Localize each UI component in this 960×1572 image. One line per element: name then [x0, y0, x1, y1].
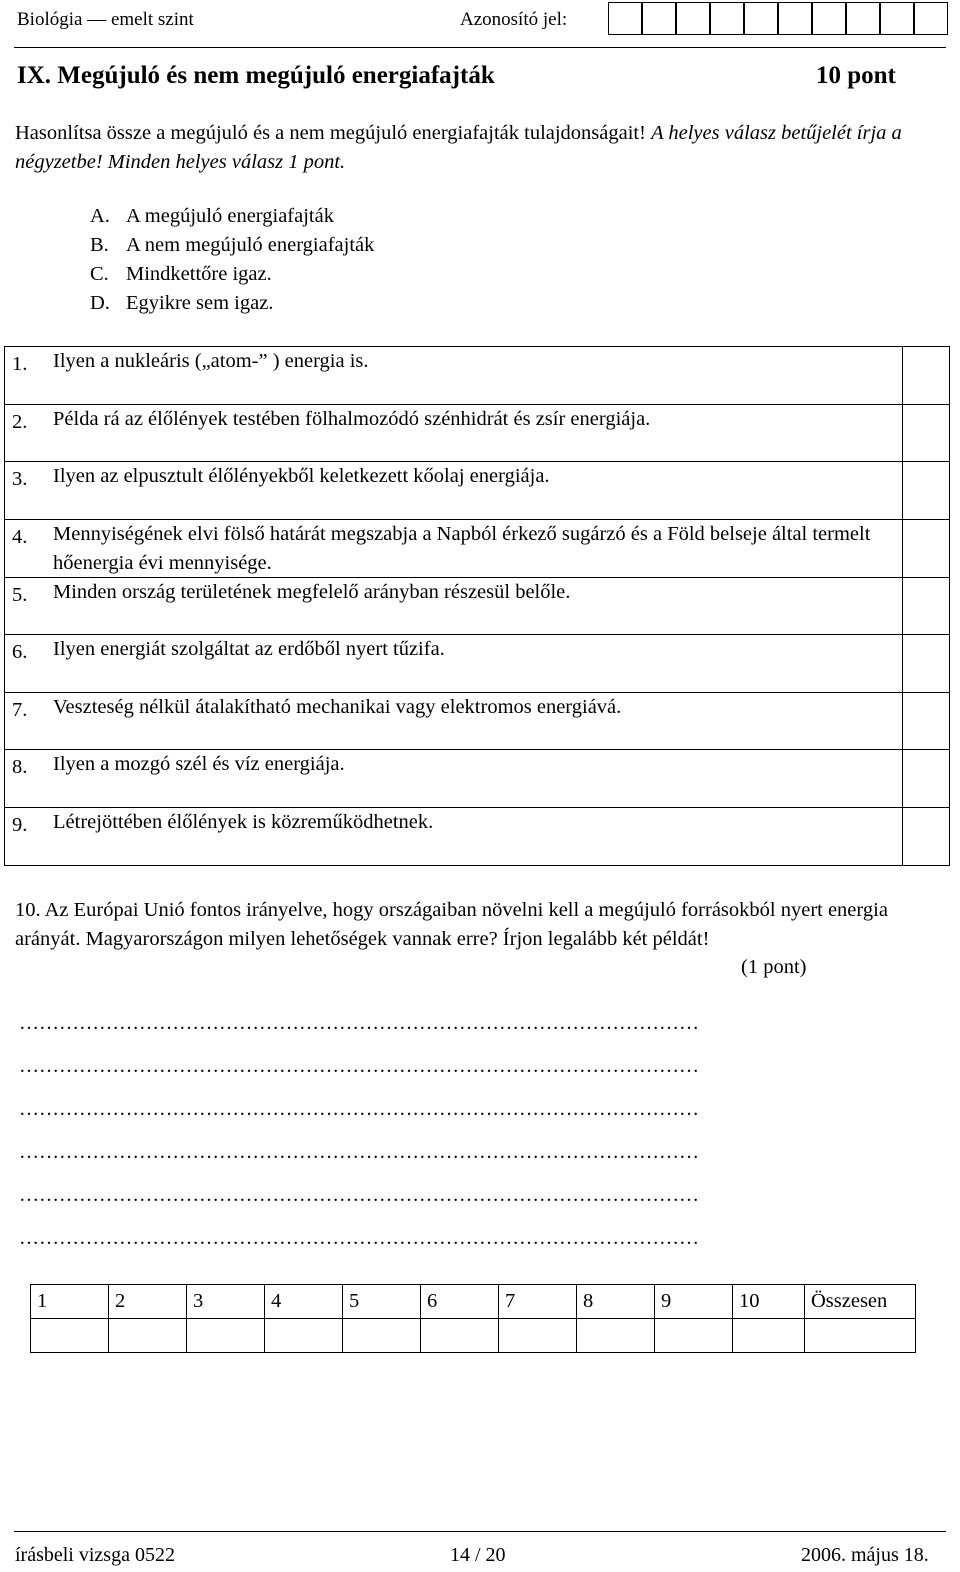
- score-header: 4: [265, 1285, 343, 1319]
- answer-box[interactable]: [903, 693, 950, 750]
- question-cell: [5, 693, 903, 750]
- question-row: [5, 578, 950, 635]
- score-cell-total[interactable]: [805, 1319, 916, 1353]
- id-box[interactable]: [778, 2, 812, 35]
- id-box[interactable]: [846, 2, 880, 35]
- question-cell: [5, 520, 903, 578]
- question-cell: [5, 635, 903, 693]
- answer-box[interactable]: [903, 750, 950, 808]
- id-box[interactable]: [676, 2, 710, 35]
- id-box[interactable]: [608, 2, 642, 35]
- score-value-row: [31, 1319, 916, 1353]
- question-row: [5, 462, 950, 520]
- section-points: 10 pont: [816, 62, 896, 89]
- question-number: 2.: [12, 411, 28, 433]
- answer-box[interactable]: [903, 347, 950, 405]
- question-cell: [5, 750, 903, 808]
- score-header: 2: [109, 1285, 187, 1319]
- question-10-text: 10. Az Európai Unió fontos irányelve, hogy országaiban növelni kell a megújuló forrásokból nyert energia arányát. Magyarországon milyen lehetőségek vannak erre? Írjon legalább két példát!: [15, 899, 888, 950]
- score-header: 1: [31, 1285, 109, 1319]
- instructions-italic: A helyes válasz betűjelét írja a négyzetbe! Minden helyes válasz 1 pont.: [15, 122, 902, 173]
- score-header: 10: [733, 1285, 805, 1319]
- section-title: IX. Megújuló és nem megújuló energiafajták: [17, 62, 495, 89]
- id-box[interactable]: [642, 2, 676, 35]
- question-row: [5, 405, 950, 462]
- answer-box[interactable]: [903, 635, 950, 693]
- id-label: Azonosító jel:: [460, 9, 568, 30]
- id-box[interactable]: [812, 2, 846, 35]
- id-box[interactable]: [880, 2, 914, 35]
- footer-exam: írásbeli vizsga 0522: [15, 1544, 175, 1566]
- answer-box[interactable]: [903, 462, 950, 520]
- question-cell: [5, 347, 903, 405]
- score-header: 6: [421, 1285, 499, 1319]
- answer-box[interactable]: [903, 520, 950, 578]
- score-cell[interactable]: [109, 1319, 187, 1353]
- question-number: 3.: [12, 468, 28, 490]
- score-cell[interactable]: [31, 1319, 109, 1353]
- answer-line[interactable]: …………………………………………………………………………………………: [19, 1012, 699, 1034]
- question-text: Minden ország területének megfelelő arányban részesül belőle.: [53, 581, 571, 603]
- option-c-text: Mindkettőre igaz.: [126, 263, 272, 285]
- question-number: 7.: [12, 699, 28, 721]
- answer-box[interactable]: [903, 808, 950, 866]
- question-text: Ilyen a mozgó szél és víz energiája.: [53, 753, 345, 775]
- questions-table: [4, 346, 950, 866]
- question-text: Ilyen az elpusztult élőlényekből keletkezett kőolaj energiája.: [53, 465, 550, 487]
- option-d: D.: [90, 292, 110, 314]
- answer-line[interactable]: …………………………………………………………………………………………: [19, 1098, 699, 1120]
- question-row: [5, 347, 950, 405]
- score-header-total: Összesen: [805, 1285, 916, 1319]
- question-cell: [5, 578, 903, 635]
- answer-line[interactable]: …………………………………………………………………………………………: [19, 1184, 699, 1206]
- score-cell[interactable]: [577, 1319, 655, 1353]
- score-header-row: [31, 1285, 916, 1319]
- option-c: C.: [90, 263, 109, 285]
- question-row: [5, 750, 950, 808]
- question-text: Veszteség nélkül átalakítható mechanikai vagy elektromos energiává.: [53, 696, 622, 718]
- footer-rule: [14, 1531, 946, 1532]
- answer-box[interactable]: [903, 578, 950, 635]
- question-text: Példa rá az élőlények testében fölhalmozódó szénhidrát és zsír energiája.: [53, 408, 651, 430]
- question-row: [5, 635, 950, 693]
- score-cell[interactable]: [421, 1319, 499, 1353]
- score-table: [30, 1284, 916, 1353]
- answer-box[interactable]: [903, 405, 950, 462]
- score-cell[interactable]: [655, 1319, 733, 1353]
- answer-line[interactable]: …………………………………………………………………………………………: [19, 1055, 699, 1077]
- question-text: Ilyen a nukleáris („atom-” ) energia is.: [53, 350, 369, 372]
- question-number: 8.: [12, 756, 28, 778]
- id-box[interactable]: [914, 2, 948, 35]
- option-d-text: Egyikre sem igaz.: [126, 292, 274, 314]
- question-text: Ilyen energiát szolgáltat az erdőből nyert tűzifa.: [53, 638, 445, 660]
- question-number: 5.: [12, 584, 28, 606]
- score-header: 8: [577, 1285, 655, 1319]
- footer-date: 2006. május 18.: [801, 1544, 929, 1566]
- score-header: 3: [187, 1285, 265, 1319]
- question-text: Mennyiségének elvi fölső határát megszabja a Napból érkező sugárzó és a Föld belseje által termelt hőenergia évi mennyisége.: [53, 523, 871, 574]
- question-10-points: (1 pont): [741, 956, 807, 978]
- question-cell: [5, 405, 903, 462]
- option-b-text: A nem megújuló energiafajták: [126, 234, 375, 256]
- instructions-normal: Hasonlítsa össze a megújuló és a nem megújuló energiafajták tulajdonságait!: [15, 122, 646, 144]
- option-a: A.: [90, 205, 110, 227]
- question-cell: [5, 808, 903, 866]
- score-cell[interactable]: [187, 1319, 265, 1353]
- question-cell: [5, 462, 903, 520]
- header-rule: [14, 47, 946, 48]
- score-header: 7: [499, 1285, 577, 1319]
- question-number: 4.: [12, 526, 28, 548]
- footer-page: 14 / 20: [450, 1544, 506, 1566]
- score-header: 9: [655, 1285, 733, 1319]
- id-box[interactable]: [744, 2, 778, 35]
- answer-line[interactable]: …………………………………………………………………………………………: [19, 1141, 699, 1163]
- question-number: 9.: [12, 814, 28, 836]
- option-a-text: A megújuló energiafajták: [126, 205, 334, 227]
- header-subject: Biológia — emelt szint: [17, 9, 194, 30]
- score-header: 5: [343, 1285, 421, 1319]
- question-row: [5, 693, 950, 750]
- id-box[interactable]: [710, 2, 744, 35]
- question-row: [5, 808, 950, 866]
- question-text: Létrejöttében élőlények is közreműködhetnek.: [53, 811, 434, 833]
- question-10: [15, 896, 935, 953]
- score-cell[interactable]: [499, 1319, 577, 1353]
- option-b: B.: [90, 234, 109, 256]
- score-cell[interactable]: [343, 1319, 421, 1353]
- question-number: 1.: [12, 353, 28, 375]
- question-row: [5, 520, 950, 578]
- instructions: [15, 119, 945, 176]
- score-cell[interactable]: [265, 1319, 343, 1353]
- question-number: 6.: [12, 641, 28, 663]
- score-cell[interactable]: [733, 1319, 805, 1353]
- answer-line[interactable]: …………………………………………………………………………………………: [19, 1227, 699, 1249]
